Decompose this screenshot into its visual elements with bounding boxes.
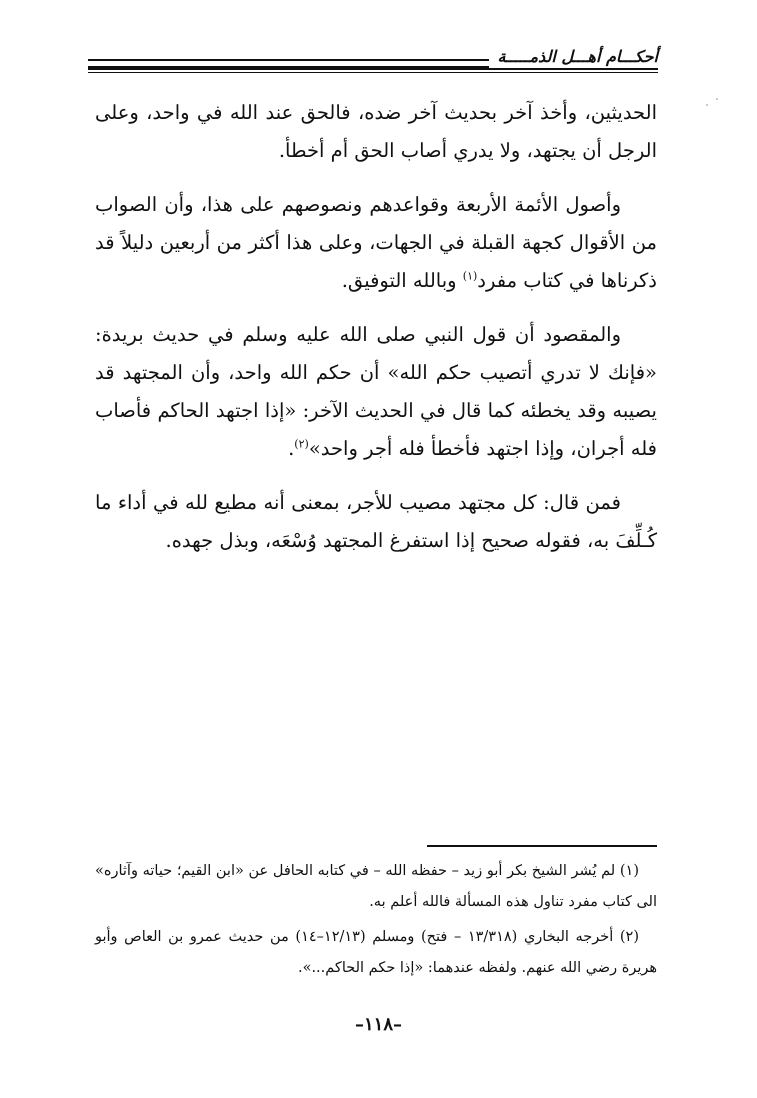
paragraph-3-text: والمقصود أن قول النبي صلى الله عليه وسلم في حديث بريدة: «فإنك لا تدري أتصيب حكم الله» أن حكم الله واحد، وأن المجتهد قد يصيبه وقد يخطئه كما قال في الحديث الآخر: «إذا اجتهد الحاكم فأصاب فله أجران، وإذا اجتهد فأخطأ فله أجر واحد»	[95, 323, 657, 460]
paragraph-2-tail: وبالله التوفيق.	[341, 269, 463, 292]
scan-speck	[706, 104, 708, 106]
page-number: –١١٨–	[354, 1014, 402, 1035]
paragraph-4: فمن قال: كل مجتهد مصيب للأجر، بمعنى أنه مطيع لله في أداء ما كُـلِّفَ به، فقوله صحيح إذا استفرغ المجتهد وُسْعَه، وبذل جهده.	[95, 491, 657, 552]
paragraph-2-text: وأصول الأئمة الأربعة وقواعدهم ونصوصهم على هذا، وأن الصواب من الأقوال كجهة القبلة في الجهات، وعلى هذا أكثر من أربعين دليلاً قد ذكرناها في كتاب مفرد	[95, 193, 657, 292]
scan-speck	[716, 98, 718, 100]
header-title: أحكـــام أهـــل الذمـــــة	[489, 46, 658, 68]
running-header	[88, 46, 658, 76]
paragraph-3-tail: .	[288, 437, 295, 460]
footnote-2: (٢) أخرجه البخاري (١٣/٣١٨ – فتح) ومسلم (١٢/١٣–١٤) من حديث عمرو بن العاص وأبو هريرة رضي الله عنهم. ولفظه عندهما: «إذا حكم الحاكم...».	[95, 929, 657, 976]
paragraph-3	[95, 316, 657, 468]
paragraph-1: الحديثين، وأخذ آخر بحديث آخر ضده، فالحق عند الله في واحد، وعلى الرجل أن يجتهد، ولا يدري أصاب الحق أم أخطأ.	[95, 101, 657, 162]
footnote-separator	[427, 845, 657, 847]
footnotes	[95, 856, 657, 988]
main-text	[95, 94, 657, 576]
footnote-1: (١) لم يُشر الشيخ بكر أبو زيد – حفظه الله – في كتابه الحافل عن «ابن القيم؛ حياته وآثاره» الى كتاب مفرد تناول هذه المسألة فالله أعلم به.	[95, 863, 657, 910]
paragraph-2	[95, 186, 657, 300]
footnote-ref-2[interactable]: (٢)	[294, 437, 309, 451]
footnote-ref-1[interactable]: (١)	[462, 269, 478, 283]
header-rule-bottom	[88, 72, 658, 73]
